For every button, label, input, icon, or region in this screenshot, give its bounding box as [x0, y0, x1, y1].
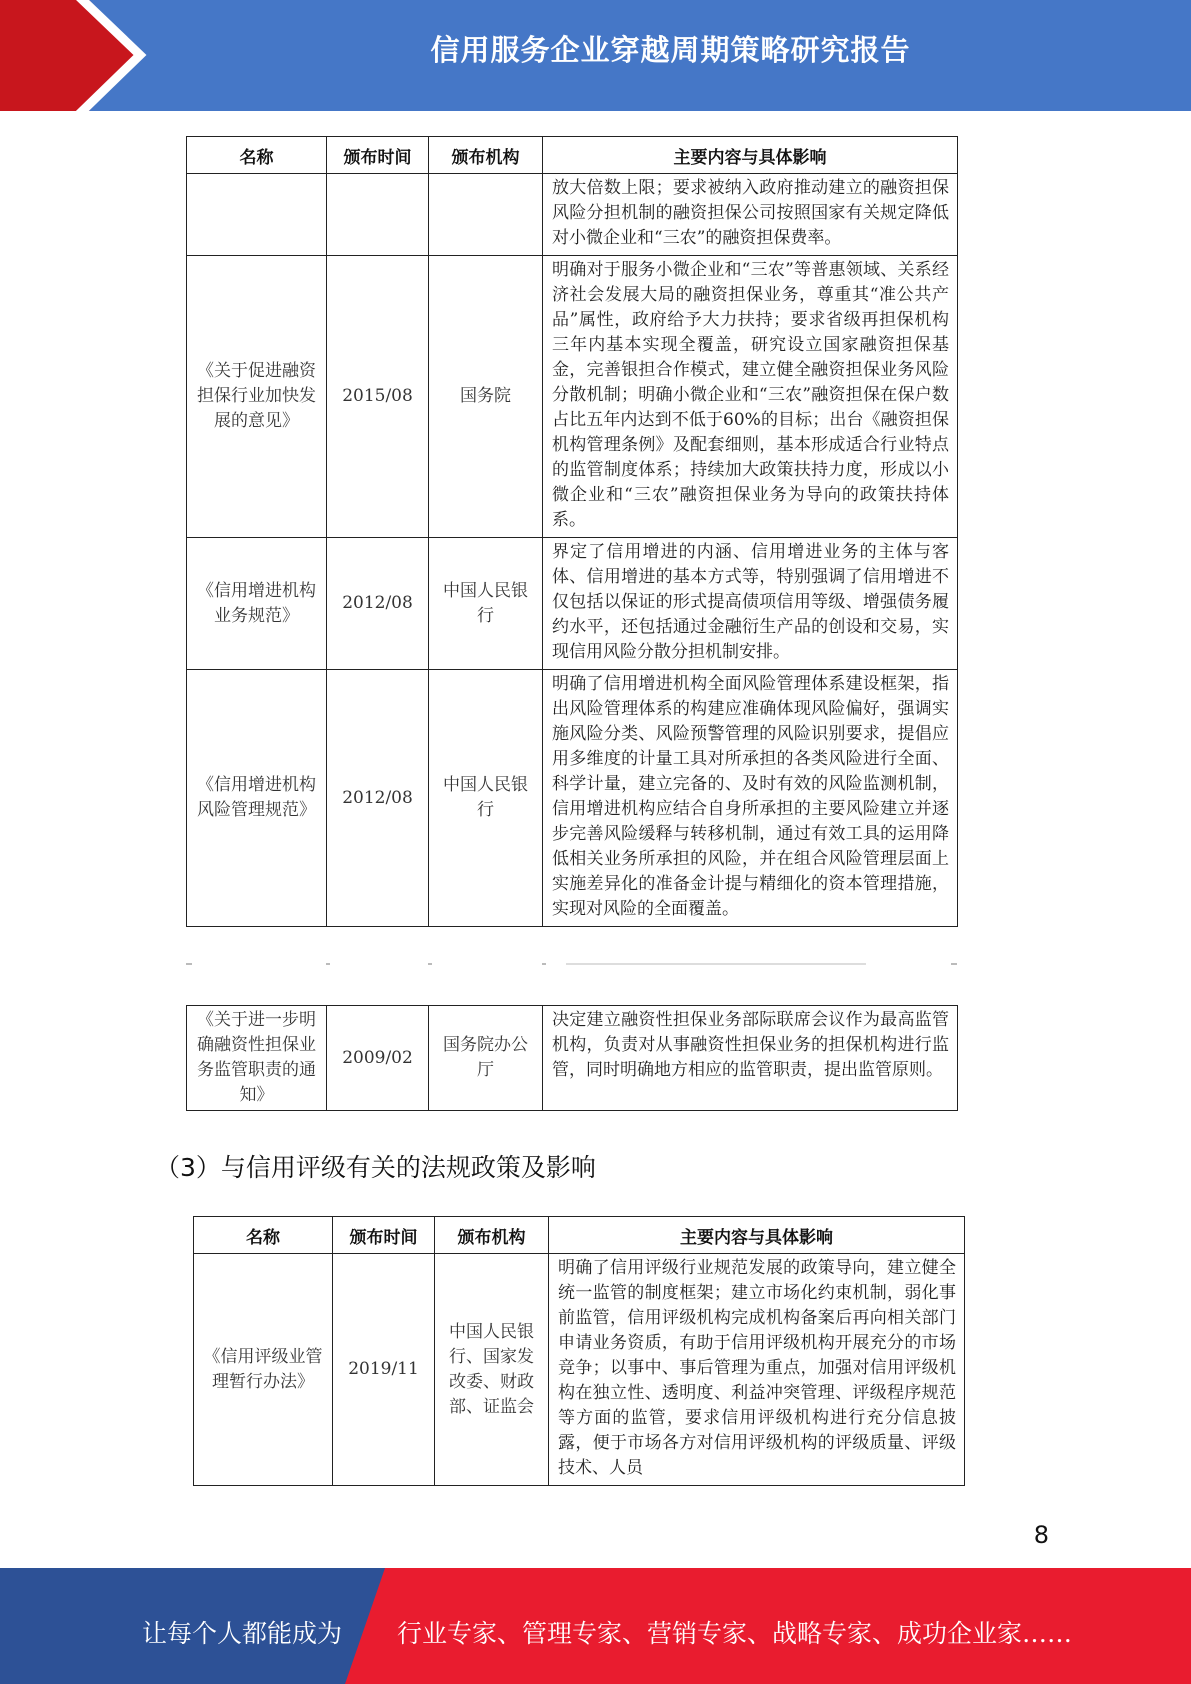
section-title: （3）与信用评级有关的法规政策及影响: [155, 1153, 596, 1182]
table-row: [187, 670, 958, 927]
table-row: [187, 174, 958, 256]
cell-content: 放大倍数上限；要求被纳入政府推动建立的融资担保风险分担机制的融资担保公司按照国家有关规定降低对小微企业和“三农”的融资担保费率。: [543, 174, 958, 256]
col-header-content: 主要内容与具体影响: [543, 137, 958, 174]
cell-org: 中国人民银行: [429, 538, 543, 670]
col-header-org: 颁布机构: [435, 1217, 549, 1254]
col-header-name: 名称: [194, 1217, 333, 1254]
cell-content: 明确了信用增进机构全面风险管理体系建设框架，指出风险管理体系的构建应准确体现风险偏好，强调实施风险分类、风险预警管理的风险识别要求，提倡应用多维度的计量工具对所承担的各类风险进行全面、科学计量，建立完备的、及时有效的风险监测机制，信用增进机构应结合自身所承担的主要风险建立并逐步完善风险缓释与转移机制，通过有效工具的运用降低相关业务所承担的风险，并在组合风险管理层面上实施差异化的准备金计提与精细化的资本管理措施，实现对风险的全面覆盖。: [543, 670, 958, 927]
cell-date: 2012/08: [327, 538, 429, 670]
table-cut-marks: [186, 962, 957, 968]
cell-name: 《关于进一步明确融资性担保业务监管职责的通知》: [187, 1006, 327, 1111]
table-row: [187, 256, 958, 538]
cell-org: 国务院: [429, 256, 543, 538]
cell-org: 国务院办公厅: [429, 1006, 543, 1111]
cell-date: 2015/08: [327, 256, 429, 538]
policy-table-guarantee: [186, 136, 958, 927]
page-footer: [0, 1568, 1191, 1684]
col-header-date: 颁布时间: [333, 1217, 435, 1254]
col-header-content: 主要内容与具体影响: [549, 1217, 965, 1254]
cell-content: 决定建立融资性担保业务部际联席会议作为最高监管机构，负责对从事融资性担保业务的担保机构进行监管，同时明确地方相应的监管职责，提出监管原则。: [543, 1006, 958, 1111]
page-number: 8: [1033, 1521, 1049, 1549]
col-header-name: 名称: [187, 137, 327, 174]
col-header-date: 颁布时间: [327, 137, 429, 174]
header-chevron-icon: [56, 0, 148, 111]
cell-name: 《信用增进机构业务规范》: [187, 538, 327, 670]
page-header: [0, 0, 1191, 111]
cell-date: 2019/11: [333, 1254, 435, 1486]
cell-date: 2012/08: [327, 670, 429, 927]
table-header-row: [187, 137, 958, 174]
cell-org: 中国人民银行、国家发改委、财政部、证监会: [435, 1254, 549, 1486]
col-header-org: 颁布机构: [429, 137, 543, 174]
table-row: [194, 1254, 965, 1486]
policy-table-rating: [193, 1216, 965, 1486]
table-row: [187, 1006, 958, 1111]
cell-name: 《关于促进融资担保行业加快发展的意见》: [187, 256, 327, 538]
cell-content: 界定了信用增进的内涵、信用增进业务的主体与客体、信用增进的基本方式等，特别强调了信用增进不仅包括以保证的形式提高债项信用等级、增强债务履约水平，还包括通过金融衍生产品的创设和交易，实现信用风险分散分担机制安排。: [543, 538, 958, 670]
cell-name: 《信用评级业管理暂行办法》: [194, 1254, 333, 1486]
cell-name: [187, 174, 327, 256]
policy-table-guarantee-continued: [186, 1005, 958, 1111]
cell-name: 《信用增进机构风险管理规范》: [187, 670, 327, 927]
cell-date: [327, 174, 429, 256]
cell-org: [429, 174, 543, 256]
footer-slogan-right: 行业专家、管理专家、营销专家、战略专家、成功企业家……: [397, 1619, 1073, 1648]
cell-content: 明确了信用评级行业规范发展的政策导向，建立健全统一监管的制度框架；建立市场化约束机制，弱化事前监管，信用评级机构完成机构备案后再向相关部门申请业务资质，有助于信用评级机构开展充分的市场竞争；以事中、事后管理为重点，加强对信用评级机构在独立性、透明度、利益冲突管理、评级程序规范等方面的监管，要求信用评级机构进行充分信息披露，便于市场各方对信用评级机构的评级质量、评级技术、人员: [549, 1254, 965, 1486]
header-title: 信用服务企业穿越周期策略研究报告: [430, 33, 911, 67]
cell-content: 明确对于服务小微企业和“三农”等普惠领域、关系经济社会发展大局的融资担保业务，尊重其“准公共产品”属性，政府给予大力扶持；要求省级再担保机构三年内基本实现全覆盖，研究设立国家融资担保基金，完善银担合作模式，建立健全融资担保业务风险分散机制；明确小微企业和“三农”融资担保在保户数占比五年内达到不低于60%的目标；出台《融资担保机构管理条例》及配套细则，基本形成适合行业特点的监管制度体系；持续加大政策扶持力度，形成以小微企业和“三农”融资担保业务为导向的政策扶持体系。: [543, 256, 958, 538]
cell-org: 中国人民银行: [429, 670, 543, 927]
table-header-row: [194, 1217, 965, 1254]
table-row: [187, 538, 958, 670]
cell-date: 2009/02: [327, 1006, 429, 1111]
footer-slogan-left: 让每个人都能成为: [142, 1619, 343, 1648]
